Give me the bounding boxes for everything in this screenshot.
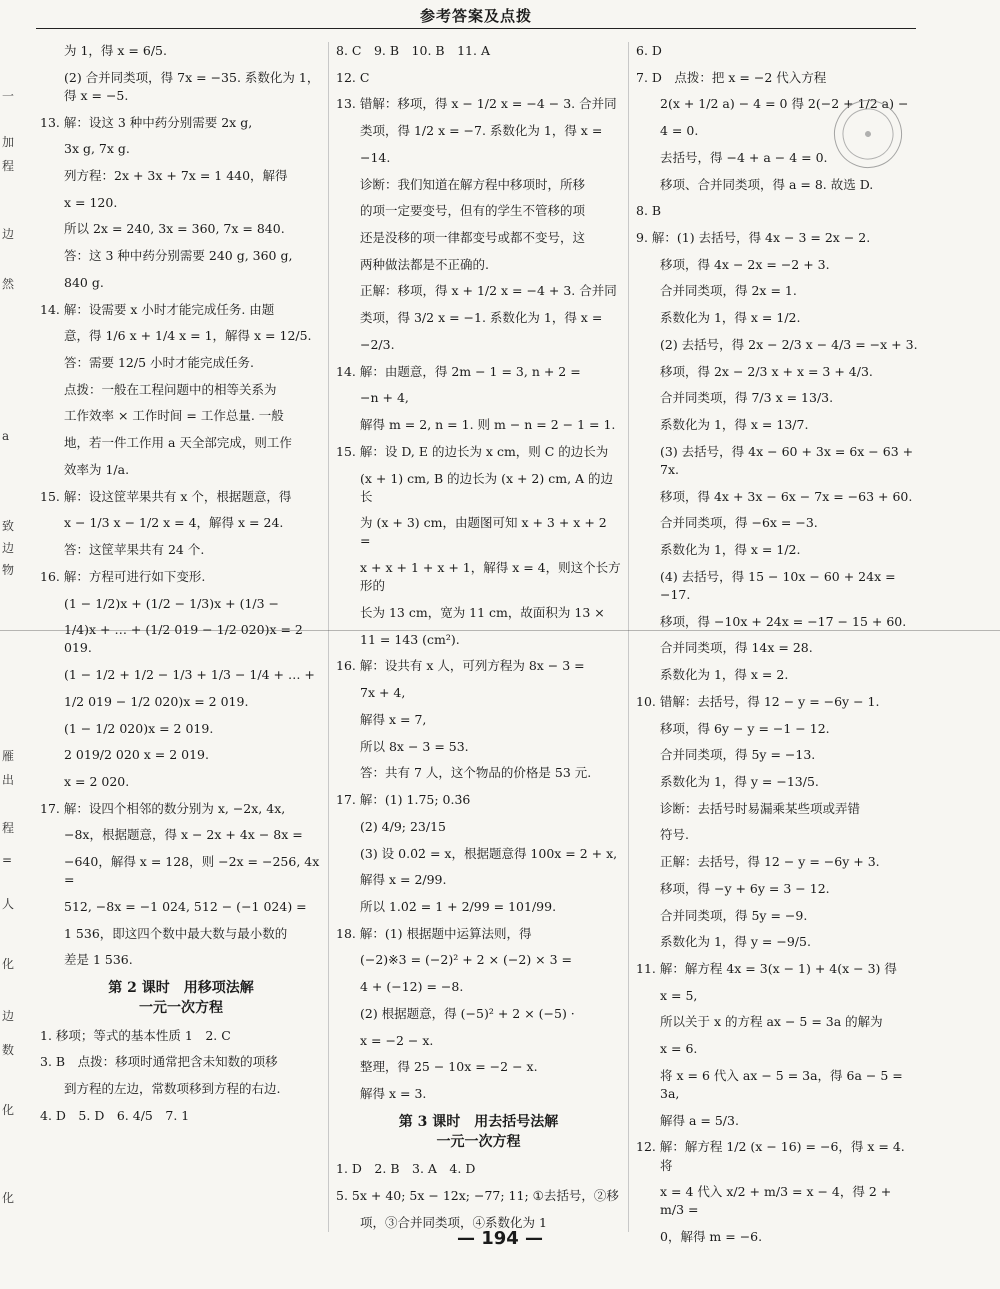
answer-line: 3. B 点拨：移项时通常把含未知数的项移 bbox=[40, 1054, 278, 1070]
answer-line: 1. 移项；等式的基本性质 1 2. C bbox=[40, 1027, 231, 1043]
answer-line: 正解：移项，得 x + 1/2 x = −4 + 3. 合并同 bbox=[360, 283, 617, 299]
answer-line: 13. 解：设这 3 种中药分别需要 2x g, bbox=[40, 114, 253, 130]
answer-line: 17. 解：(1) 1.75; 0.3̇6̇ bbox=[336, 792, 471, 808]
answer-line: 12. 解：解方程 1/2 (x − 16) = −6，得 x = 4. 将 bbox=[636, 1139, 905, 1173]
column-divider bbox=[328, 42, 329, 1232]
answer-line: 到方程的左边，常数项移到方程的右边. bbox=[64, 1081, 281, 1097]
answer-line: 工作效率 × 工作时间 = 工作总量. 一般 bbox=[64, 408, 284, 424]
section-title bbox=[336, 1112, 621, 1153]
answer-line: 答：这筐苹果共有 24 个. bbox=[64, 542, 205, 558]
answer-line: 16. 解：设共有 x 人，可列方程为 8x − 3 = bbox=[336, 658, 585, 674]
left-strip-char: 一 bbox=[2, 89, 15, 103]
answer-line: −640，解得 x = 128，则 −2x = −256, 4x = bbox=[64, 854, 320, 888]
answer-line: 4 = 0. bbox=[660, 123, 699, 139]
left-strip-char: 化 bbox=[2, 957, 15, 971]
answer-column-1 bbox=[40, 42, 322, 1232]
answer-line: 移项、合并同类项，得 a = 8. 故选 D. bbox=[660, 176, 874, 192]
answer-line: 系数化为 1，得 x = 13/7. bbox=[660, 417, 809, 433]
left-strip-char: 加 bbox=[2, 135, 15, 149]
page-header bbox=[36, 6, 916, 29]
section-title-line: 一元一次方程 bbox=[139, 1000, 223, 1017]
answer-line: x + x + 1 + x + 1，解得 x = 4，则这个长方形的 bbox=[360, 560, 621, 594]
answer-line: 点拨：一般在工程问题中的相等关系为 bbox=[64, 381, 277, 397]
section-title-line: 一元一次方程 bbox=[436, 1133, 521, 1150]
answer-line: 1 536，即这四个数中最大数与最小数的 bbox=[64, 925, 288, 941]
answer-line: (1 − 1/2 020)x = 2 019. bbox=[64, 720, 214, 736]
answer-line: 项，③合并同类项，④系数化为 1 bbox=[360, 1214, 547, 1230]
answer-line: (2) 4/9; 23/15 bbox=[360, 818, 447, 834]
answer-column-3 bbox=[636, 42, 918, 1245]
answer-line: 11 = 143 (cm²). bbox=[360, 631, 460, 647]
answer-line: 移项，得 −y + 6y = 3 − 12. bbox=[660, 880, 830, 896]
answer-line: 合并同类项，得 7/3 x = 13/3. bbox=[660, 390, 834, 406]
answer-line: 效率为 1/a. bbox=[64, 461, 130, 477]
answer-line: 6. D bbox=[636, 43, 662, 58]
section-title-line: 第 2 课时 用移项法解 bbox=[108, 980, 254, 997]
left-strip-char: 边 bbox=[2, 541, 15, 555]
answer-line: 17. 解：设四个相邻的数分别为 x, −2x, 4x, bbox=[40, 800, 286, 816]
answer-line: 系数化为 1，得 y = −9/5. bbox=[660, 934, 811, 950]
answer-line: 长为 13 cm，宽为 11 cm，故面积为 13 × bbox=[360, 605, 605, 621]
answer-line: 15. 解：设这筐苹果共有 x 个，根据题意，得 bbox=[40, 488, 292, 504]
answer-line: 系数化为 1，得 x = 1/2. bbox=[660, 542, 801, 558]
site-watermark bbox=[800, 1192, 990, 1284]
answer-line: 512, −8x = −1 024, 512 − (−1 024) = bbox=[64, 898, 307, 914]
answer-line: 15. 解：设 D, E 的边长为 x cm，则 C 的边长为 bbox=[336, 443, 609, 459]
left-strip-char: 致 bbox=[2, 519, 15, 533]
left-strip-char: 边 bbox=[2, 1009, 15, 1023]
answer-line: x = 2 020. bbox=[64, 773, 130, 789]
left-strip-char: = bbox=[2, 853, 13, 867]
answer-line: 所以关于 x 的方程 ax − 5 = 3a 的解为 bbox=[660, 1014, 883, 1030]
answer-line: 2 019/2 020 x = 2 019. bbox=[64, 747, 209, 763]
answer-line: (3) 设 0.0̇2̇ = x，根据题意得 100x = 2 + x, bbox=[360, 845, 618, 861]
left-strip-char: 出 bbox=[2, 773, 15, 787]
answer-line: 合并同类项，得 2x = 1. bbox=[660, 283, 797, 299]
answer-line: 所以 1.0̇2̇ = 1 + 2/99 = 101/99. bbox=[360, 898, 557, 914]
answer-line: x − 1/3 x − 1/2 x = 4，解得 x = 24. bbox=[64, 515, 284, 531]
answer-line: 移项，得 2x − 2/3 x + x = 3 + 4/3. bbox=[660, 363, 873, 379]
answer-line: 12. C bbox=[336, 69, 370, 85]
answer-line: 还是没移的项一律都变号或都不变号，这 bbox=[360, 230, 586, 246]
answer-line: 答：这 3 种中药分别需要 240 g, 360 g, bbox=[64, 248, 293, 264]
left-strip-char: 化 bbox=[2, 1103, 15, 1117]
answer-line: 8. C 9. B 10. B 11. A bbox=[336, 43, 490, 58]
answer-line: 移项，得 6y − y = −1 − 12. bbox=[660, 720, 830, 736]
section-title bbox=[40, 978, 322, 1019]
answer-line: 类项，得 3/2 x = −1. 系数化为 1，得 x = bbox=[360, 310, 603, 326]
left-strip-char: 边 bbox=[2, 227, 15, 241]
answer-line: 8. B bbox=[636, 203, 662, 219]
answer-line: 为 (x + 3) cm，由题图可知 x + 3 + x + 2 = bbox=[360, 515, 607, 549]
answer-line: 18. 解：(1) 根据题中运算法则，得 bbox=[336, 925, 532, 941]
left-strip-char: a bbox=[2, 429, 10, 443]
left-strip-char: 数 bbox=[2, 1043, 15, 1057]
left-strip-char: 化 bbox=[2, 1191, 15, 1205]
answer-line: 系数化为 1，得 x = 2. bbox=[660, 667, 789, 683]
answer-line: 解得 a = 5/3. bbox=[660, 1112, 739, 1128]
answer-line: 5. 5x + 40; 5x − 12x; −77; 11; ①去括号，②移 bbox=[336, 1188, 619, 1203]
answer-line: (x + 1) cm, B 的边长为 (x + 2) cm, A 的边长 bbox=[360, 470, 614, 504]
answer-line: 合并同类项，得 14x = 28. bbox=[660, 640, 813, 656]
answer-line: 解得 x = 7, bbox=[360, 711, 427, 727]
answer-line: 13. 错解：移项，得 x − 1/2 x = −4 − 3. 合并同 bbox=[336, 96, 617, 112]
column-divider bbox=[628, 42, 629, 1232]
answer-line: 解得 m = 2, n = 1. 则 m − n = 2 − 1 = 1. bbox=[360, 417, 616, 433]
answer-line: 16. 解：方程可进行如下变形. bbox=[40, 568, 206, 584]
answer-line: −14. bbox=[360, 149, 391, 165]
answer-line: 解得 x = 3. bbox=[360, 1085, 427, 1101]
answer-line: 为 1，得 x = 6/5. bbox=[64, 43, 167, 58]
answer-line: 合并同类项，得 −6x = −3. bbox=[660, 515, 818, 531]
answer-line: 4 + (−12) = −8. bbox=[360, 979, 464, 995]
answer-line: x = 6. bbox=[660, 1041, 698, 1057]
answer-line: 0，解得 m = −6. bbox=[660, 1229, 763, 1245]
answer-line: −2/3. bbox=[360, 336, 395, 352]
left-strip-char: 雁 bbox=[2, 749, 15, 763]
left-strip-char: 程 bbox=[2, 159, 15, 173]
answer-line: 符号. bbox=[660, 827, 689, 843]
answer-line: 意，得 1/6 x + 1/4 x = 1，解得 x = 12/5. bbox=[64, 328, 312, 344]
answer-line: 2(x + 1/2 a) − 4 = 0 得 2(−2 + 1/2 a) − bbox=[660, 96, 909, 112]
answer-line: 地，若一件工作用 a 天全部完成，则工作 bbox=[64, 435, 292, 451]
answer-line: 正解：去括号，得 12 − y = −6y + 3. bbox=[660, 854, 880, 870]
answer-line: 10. 错解：去括号，得 12 − y = −6y − 1. bbox=[636, 693, 880, 709]
answer-line: 移项，得 4x − 2x = −2 + 3. bbox=[660, 256, 830, 272]
answer-line: (2) 根据题意，得 (−5)² + 2 × (−5) · bbox=[360, 1005, 575, 1021]
answer-line: 移项，得 4x + 3x − 6x − 7x = −63 + 60. bbox=[660, 488, 913, 504]
answer-line: 7. D 点拨：把 x = −2 代入方程 bbox=[636, 69, 827, 85]
answer-line: 所以 2x = 240, 3x = 360, 7x = 840. bbox=[64, 221, 285, 237]
answer-line: 系数化为 1，得 y = −13/5. bbox=[660, 773, 819, 789]
left-strip-char: 物 bbox=[2, 563, 15, 577]
answer-line: (2) 合并同类项，得 7x = −35. 系数化为 1，得 x = −5. bbox=[64, 69, 320, 103]
answer-line: 14. 解：由题意，得 2m − 1 = 3, n + 2 = bbox=[336, 363, 581, 379]
answer-line: 11. 解：解方程 4x = 3(x − 1) + 4(x − 3) 得 bbox=[636, 960, 897, 976]
left-strip-char: 人 bbox=[2, 897, 15, 911]
answer-line: (1 − 1/2)x + (1/2 − 1/3)x + (1/3 − bbox=[64, 595, 280, 611]
answer-line: 系数化为 1，得 x = 1/2. bbox=[660, 310, 801, 326]
answer-line: 解得 x = 2/99. bbox=[360, 872, 447, 888]
answer-line: 14. 解：设需要 x 小时才能完成任务. 由题 bbox=[40, 301, 275, 317]
answer-line: x = 120. bbox=[64, 194, 118, 210]
answer-line: 1. D 2. B 3. A 4. D bbox=[336, 1161, 476, 1177]
answer-line: 两种做法都是不正确的. bbox=[360, 256, 489, 272]
page-number: — 194 — bbox=[456, 1228, 544, 1249]
answer-line: 将 x = 6 代入 ax − 5 = 3a，得 6a − 5 = 3a, bbox=[660, 1067, 903, 1101]
answer-line: (−2)※3 = (−2)² + 2 × (−2) × 3 = bbox=[360, 952, 573, 968]
answer-column-2 bbox=[336, 42, 621, 1232]
answer-line: x = 4 代入 x/2 + m/3 = x − 4，得 2 + m/3 = bbox=[660, 1184, 892, 1218]
left-strip-char: 程 bbox=[2, 821, 15, 835]
answer-line: 合并同类项，得 5y = −9. bbox=[660, 907, 808, 923]
answer-line: 差是 1 536. bbox=[64, 952, 133, 968]
answer-line: −n + 4, bbox=[360, 390, 409, 406]
answer-line: 9. 解：(1) 去括号，得 4x − 3 = 2x − 2. bbox=[636, 230, 871, 246]
answer-line: 840 g. bbox=[64, 274, 104, 290]
answer-line: (2) 去括号，得 2x − 2/3 x − 4/3 = −x + 3. bbox=[660, 336, 918, 352]
left-strip-char: 然 bbox=[2, 277, 15, 291]
left-margin-strip bbox=[0, 30, 24, 1240]
answer-line: 移项，得 −10x + 24x = −17 − 15 + 60. bbox=[660, 613, 907, 629]
answer-line: 诊断：我们知道在解方程中移项时，所移 bbox=[360, 176, 586, 192]
answer-line: −8x，根据题意，得 x − 2x + 4x − 8x = bbox=[64, 827, 303, 843]
answer-line: 答：共有 7 人，这个物品的价格是 53 元. bbox=[360, 765, 592, 781]
answer-line: 3x g, 7x g. bbox=[64, 141, 130, 157]
page-fold-line bbox=[0, 630, 1000, 631]
answer-line: (4) 去括号，得 15 − 10x − 60 + 24x = −17. bbox=[660, 568, 896, 602]
answer-line: 合并同类项，得 5y = −13. bbox=[660, 747, 816, 763]
answer-line: 7x + 4, bbox=[360, 685, 406, 701]
answer-line: 去括号，得 −4 + a − 4 = 0. bbox=[660, 149, 828, 165]
answer-line: (3) 去括号，得 4x − 60 + 3x = 6x − 63 + 7x. bbox=[660, 443, 914, 477]
answer-line: 类项，得 1/2 x = −7. 系数化为 1，得 x = bbox=[360, 123, 603, 139]
answer-line: 1/4)x + … + (1/2 019 − 1/2 020)x = 2 019. bbox=[64, 622, 303, 656]
answer-line: 1/2 019 − 1/2 020)x = 2 019. bbox=[64, 693, 249, 709]
section-title-line: 第 3 课时 用去括号法解 bbox=[398, 1113, 559, 1130]
answer-line: 的项一定要变号，但有的学生不管移的项 bbox=[360, 203, 586, 219]
answer-line: x = 5, bbox=[660, 987, 698, 1003]
answer-line: x = −2 − x. bbox=[360, 1032, 434, 1048]
answer-line: (1 − 1/2 + 1/2 − 1/3 + 1/3 − 1/4 + … + bbox=[64, 667, 315, 683]
header-title: 参考答案及点拨 bbox=[419, 7, 532, 25]
answer-line: 所以 8x − 3 = 53. bbox=[360, 738, 469, 754]
answer-line: 诊断：去括号时易漏乘某些项或弄错 bbox=[660, 800, 861, 816]
answer-line: 整理，得 25 − 10x = −2 − x. bbox=[360, 1059, 538, 1075]
answer-line: 列方程：2x + 3x + 7x = 1 440，解得 bbox=[64, 168, 288, 183]
answer-line: 4. D 5. D 6. 4/5 7. 1 bbox=[40, 1107, 190, 1123]
answer-line: 答：需要 12/5 小时才能完成任务. bbox=[64, 355, 254, 371]
